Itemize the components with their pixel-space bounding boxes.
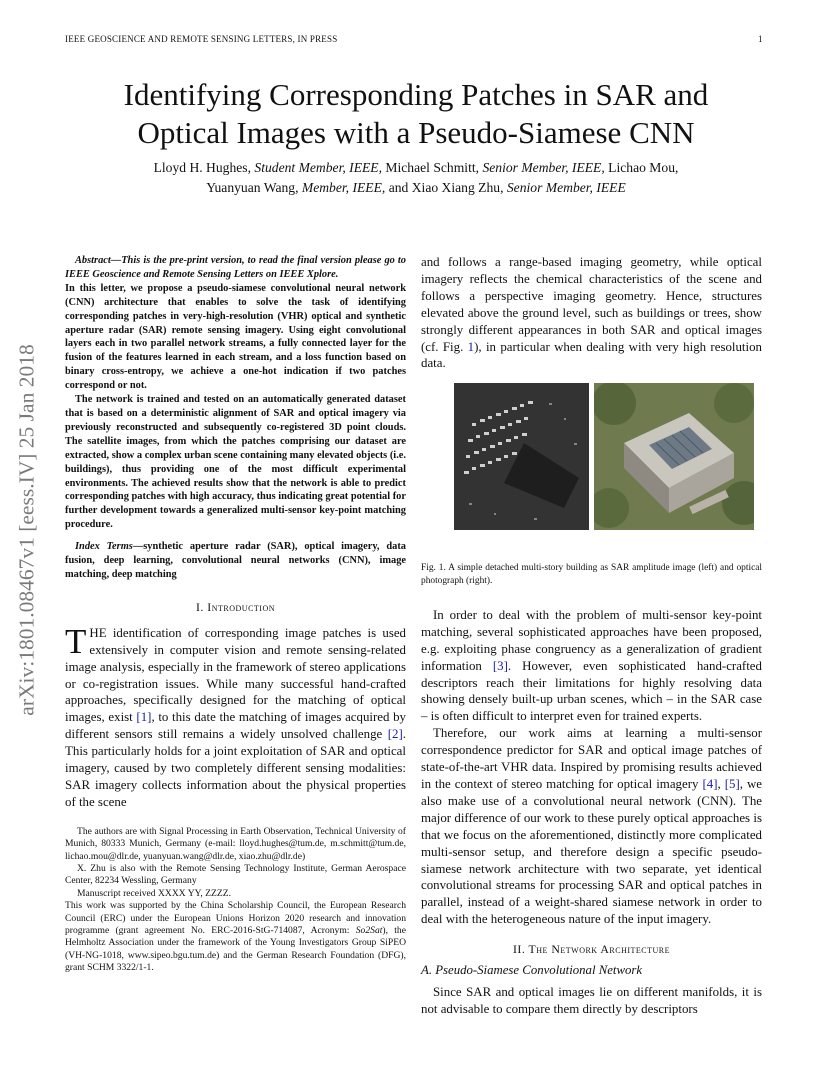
right-paragraph-3 bbox=[421, 725, 762, 928]
abstract-preprint-note bbox=[65, 254, 406, 282]
running-header: IEEE GEOSCIENCE AND REMOTE SENSING LETTERS, IN PRESS bbox=[65, 34, 338, 44]
abstract-paragraph-2: The network is trained and tested on an automatically generated dataset that is based on a deterministic alignment of SAR and optical imagery via previously reconstructed and subsequently co-registered 3D point clouds. The satellite images, from which the patches comprising our dataset are extracted, show a complex urban scene containing many elevated objects (i.e. buildings), thus providing one of the most difficult experimental environments. The achieved results show that the network is able to predict corresponding patches with high accuracy, thus indicating great potential for further development towards a generalized multi-sensor key-point matching procedure. bbox=[65, 394, 406, 531]
arxiv-stamp-text: arXiv:1801.08467v1 [eess.IV] 25 Jan 2018 bbox=[14, 344, 39, 716]
figure-caption: Fig. 1. A simple detached multi-story building as SAR amplitude image (left) and optical photograph (right). bbox=[421, 563, 762, 586]
author-list bbox=[70, 158, 762, 198]
section-heading-introduction: I. Introduction bbox=[195, 599, 276, 614]
author-3: Lichao Mou, bbox=[608, 160, 679, 175]
right-paragraph-4: Since SAR and optical images lie on different manifolds, it is not advisable to compare them directly by descriptors bbox=[421, 985, 762, 1017]
right-p2-text-a: In order to deal with the problem of multi-sensor key-point matching, several sophisticated approaches have been proposed, e.g. exploiting phase congruency as a generalization of gradient information bbox=[421, 607, 762, 673]
left-column bbox=[65, 254, 406, 975]
abstract-preprint: —This is the pre-print version, to read the final version please go to IEEE Geoscience and Remote Sensing Letters on IEEE Xplore. bbox=[65, 255, 406, 280]
title-line-1: Identifying Corresponding Patches in SAR and bbox=[123, 77, 709, 112]
footnote-funding bbox=[65, 900, 406, 974]
figure-link[interactable]: 1 bbox=[467, 339, 475, 354]
right-p3-text-a: Therefore, our work aims at learning a multi-sensor correspondence predictor for SAR and optical image patches of state-of-the-art VHR data. Inspired by promising results achieved in the context of stereo matching for optical imagery bbox=[421, 726, 762, 791]
footnote-affiliation: The authors are with Signal Processing in Earth Observation, Technical University of Munich, 80333 Munich, Germany (e-mail: lloyd.hughes@tum.de, m.schmitt@tum.de, lichao.mou@dlr.de, yuanyuan.wang@dlr.de, xiao.zhu@dlr.de) bbox=[65, 825, 406, 862]
citation-separator: , bbox=[717, 777, 725, 791]
footnote-funding-a: This work was supported by the China Scholarship Council, the European Research Council (ERC) under the European Unions Horizon 2020 research and innovation programme (grant agreement No. ERC-2016-StG-714087, Acronym: bbox=[65, 900, 406, 937]
citation-link[interactable]: [5] bbox=[724, 777, 740, 791]
index-terms-text: —synthetic aperture radar (SAR), optical imagery, data fusion, deep learning, convolutional neural networks (CNN), image matching, deep matching bbox=[65, 541, 406, 580]
citation-link[interactable]: [4] bbox=[702, 777, 718, 791]
intro-text-c: . This particularly holds for a joint exploitation of SAR and optical imagery, caused by two completely different sensing modalities: SAR imagery collects information about the physical properties of the scene bbox=[65, 727, 406, 809]
intro-paragraph bbox=[65, 621, 406, 811]
abstract-lead: Abstract bbox=[75, 255, 111, 266]
right-p1-text-a: and follows a range-based imaging geometry, while optical imagery reflects the chemical characteristics of the scene and follows a perspective imaging geometry. Hence, structures elevated above the ground level, such as buildings or trees, show strongly different appearances in both SAR and optical images (cf. Fig. bbox=[421, 255, 762, 354]
right-p1-text-b: ), in particular when dealing with very high resolution data. bbox=[421, 339, 762, 371]
citation-link[interactable]: [2] bbox=[387, 727, 403, 742]
intro-text-a: HE identification of corresponding image patches is used extensively in computer vision and remote sensing-related image analysis, especially in the framework of stereo applications or co-registration issues. While many successful hand-crafted approaches, specifically designed for the matching of optical images, exist bbox=[65, 625, 406, 725]
sar-amplitude-image bbox=[454, 383, 589, 530]
author-4: Yuanyuan Wang, bbox=[206, 180, 299, 195]
right-paragraph-1 bbox=[421, 254, 762, 372]
right-paragraph-2 bbox=[421, 607, 762, 725]
author-5: and Xiao Xiang Zhu, bbox=[388, 180, 504, 195]
figure-1 bbox=[454, 383, 754, 530]
section-heading-architecture: II. The Network Architecture bbox=[512, 942, 671, 957]
author-1-role: Student Member, IEEE, bbox=[254, 160, 382, 175]
footnote-dlr: X. Zhu is also with the Remote Sensing Technology Institute, German Aerospace Center, 82234 Wessling, Germany bbox=[65, 863, 406, 887]
page-number: 1 bbox=[758, 34, 763, 44]
right-p2-text-b: . However, even sophisticated hand-crafted descriptors reach their limitations for highly resolving data showing densely built-up urban scenes, which – in the SAR case – is often difficult to interpret even for trained experts. bbox=[421, 658, 762, 724]
intro-text-b: , to this date the matching of images acquired by different sensors still remains a widely unsolved challenge bbox=[65, 710, 406, 742]
arxiv-stamp bbox=[8, 280, 46, 780]
index-terms bbox=[65, 540, 406, 582]
drop-cap: T bbox=[65, 621, 87, 661]
right-p3-text-b: , we also make use of a convolutional neural network (CNN). The major difference of our work to these purely optical approaches is that we focus on the aforementioned, distinctly more complicated multi-sensor setup, and therefore design a specific pseudo-siamese network architecture with two separate, yet identical convolutional streams for processing SAR and optical patches in parallel, instead of a weight-shared siamese network in order to deal with the heterogeneous nature of the input imagery. bbox=[421, 777, 762, 927]
title-line-2: Optical Images with a Pseudo-Siamese CNN bbox=[137, 115, 695, 150]
author-5-role: Senior Member, IEEE bbox=[506, 180, 626, 195]
author-4-role: Member, IEEE, bbox=[301, 180, 386, 195]
footnote-funding-b: ), the Helmholtz Association under the framework of the Young Investigators Group SiPEO (VH-NG-1018, www.sipeo.bgu.tum.de) and the German Research Foundation (DFG), grant SCHM 3322/1-1. bbox=[65, 925, 406, 974]
footnote-manuscript: Manuscript received XXXX YY, ZZZZ. bbox=[77, 887, 231, 899]
abstract-paragraph-1: In this letter, we propose a pseudo-siamese convolutional neural network (CNN) architecture that enables to solve the task of identifying corresponding patches in very-high-resolution (VHR) optical and synthetic aperture radar (SAR) remote sensing imagery. Using eight convolutional layers each in two parallel network streams, a fully connected layer for the fusion of the features learned in each stream, and a loss function based on binary cross-entropy, we achieve a one-hot indication if two patches correspond or not. bbox=[65, 282, 406, 392]
paper-title bbox=[60, 76, 772, 152]
citation-link[interactable]: [3] bbox=[492, 658, 508, 673]
author-2-role: Senior Member, IEEE, bbox=[482, 160, 605, 175]
author-2: Michael Schmitt, bbox=[385, 160, 480, 175]
citation-link[interactable]: [1] bbox=[136, 710, 152, 725]
footnote-funding-acronym: So2Sat bbox=[355, 925, 383, 937]
index-terms-lead: Index Terms bbox=[75, 541, 133, 553]
author-1: Lloyd H. Hughes, bbox=[153, 160, 251, 175]
subsection-heading: A. Pseudo-Siamese Convolutional Network bbox=[421, 963, 643, 978]
optical-photograph bbox=[594, 383, 754, 530]
right-column bbox=[421, 254, 762, 1018]
